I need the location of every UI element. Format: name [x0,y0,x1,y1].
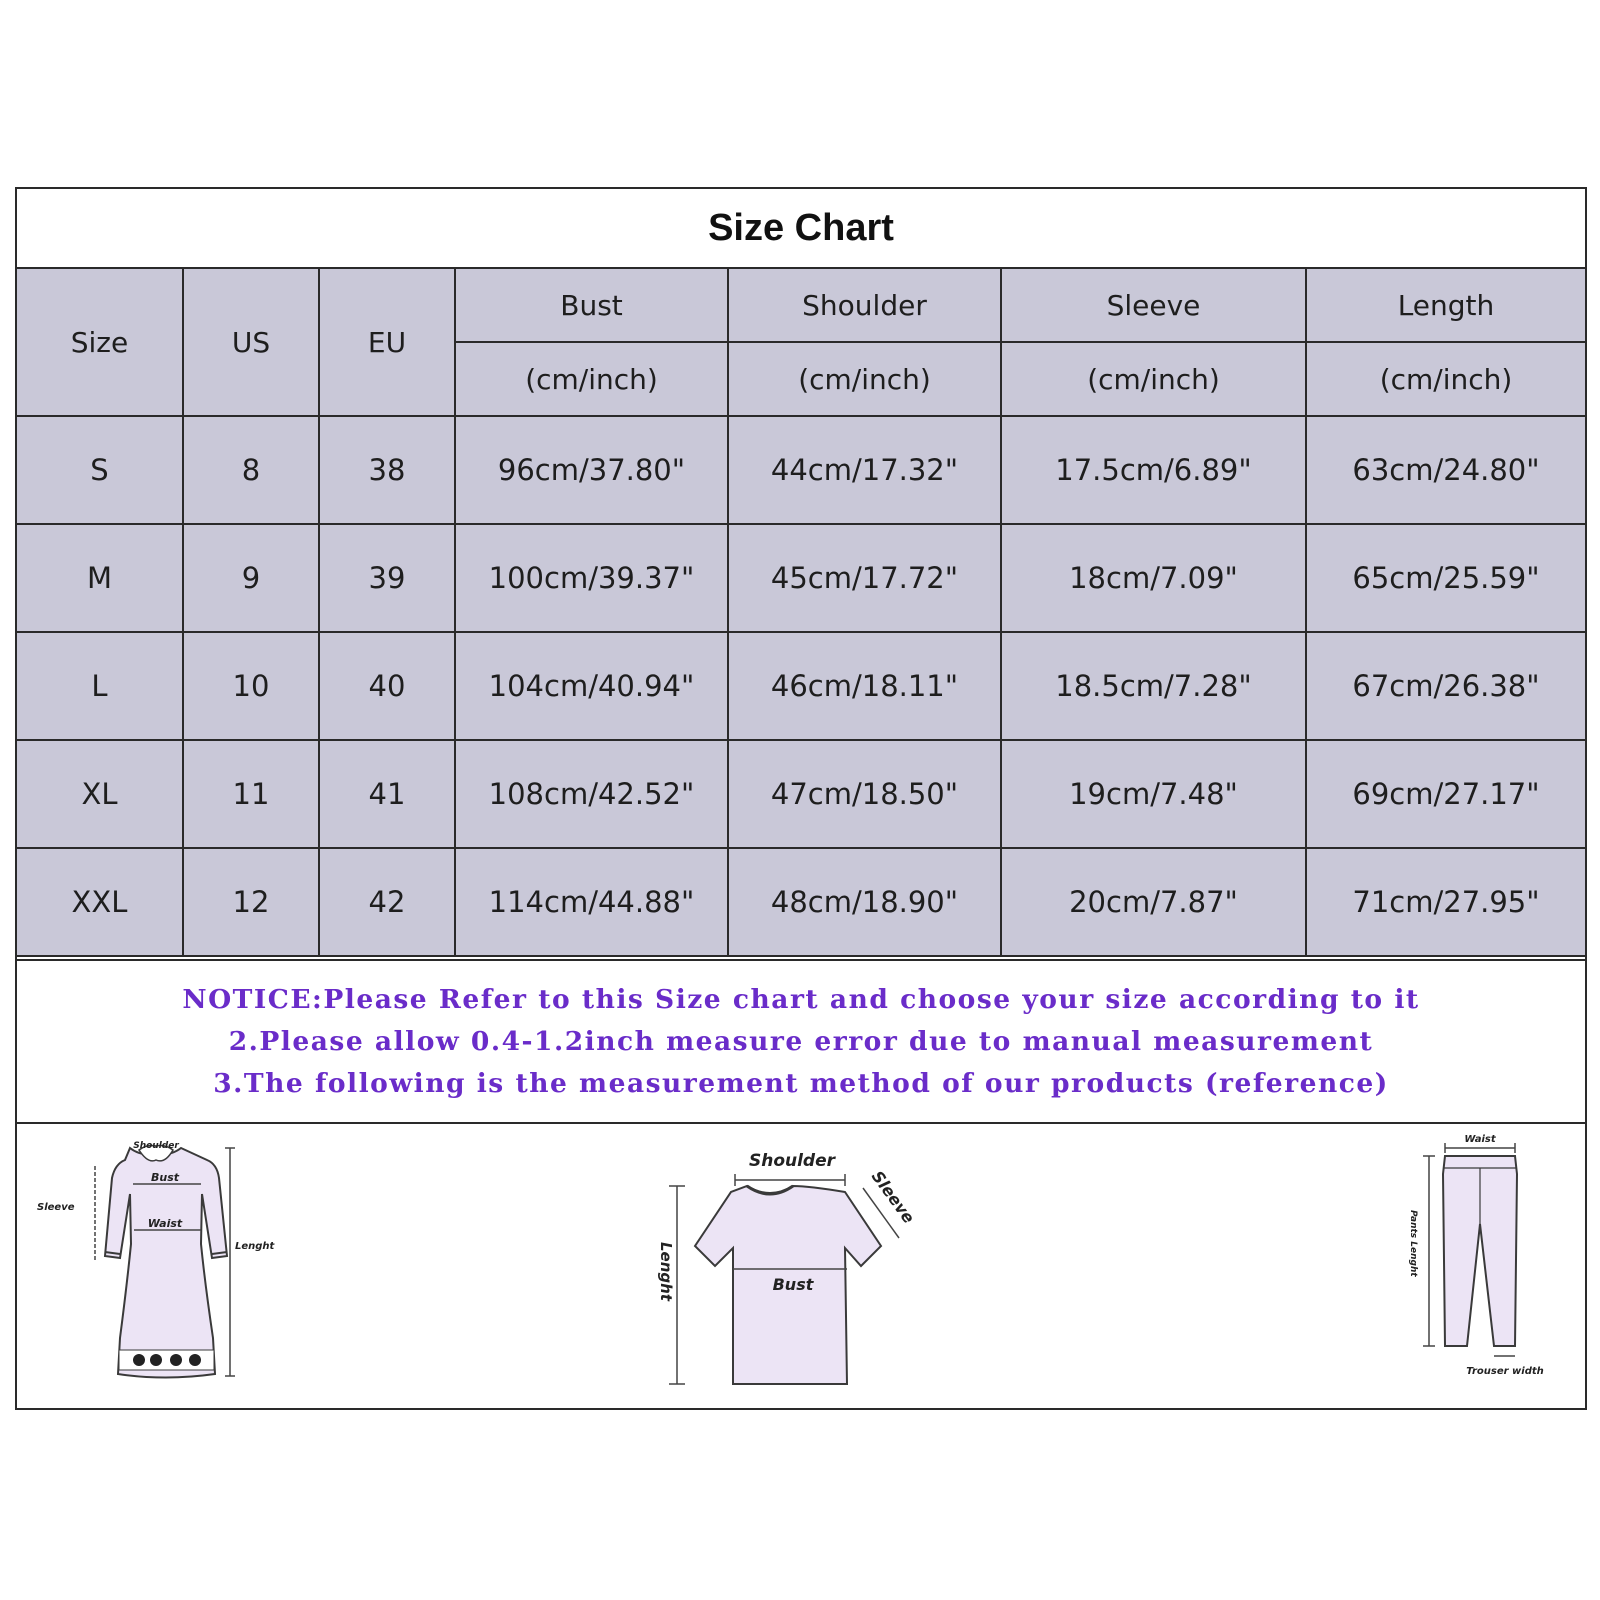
dress-sleeve-label: Sleeve [37,1202,75,1213]
tshirt-bust-label: Bust [772,1275,814,1294]
size-table [17,269,1585,957]
table-row [17,740,1585,848]
moon-icon [150,1354,162,1366]
table-row [17,524,1585,632]
measurement-diagrams [17,1124,1585,1408]
cell-eu: 41 [319,740,455,848]
cell-size: XL [17,740,183,848]
cell-sleeve: 19cm/7.48" [1001,740,1306,848]
cell-length: 69cm/27.17" [1306,740,1585,848]
cell-size: S [17,416,183,524]
cell-eu: 38 [319,416,455,524]
header-shoulder: Shoulder [728,269,1001,342]
cell-size: M [17,524,183,632]
cell-sleeve: 20cm/7.87" [1001,848,1306,956]
trouser-width-label: Trouser width [1466,1366,1544,1377]
cell-eu: 39 [319,524,455,632]
cell-shoulder: 47cm/18.50" [728,740,1001,848]
cell-length: 67cm/26.38" [1306,632,1585,740]
cell-bust: 96cm/37.80" [455,416,728,524]
notice-line: 2.Please allow 0.4-1.2inch measure error due to manual measurement [228,1025,1374,1057]
unit-label: (cm/inch) [1306,342,1585,416]
cell-us: 10 [183,632,319,740]
cell-us: 11 [183,740,319,848]
cell-bust: 114cm/44.88" [455,848,728,956]
size-chart [15,187,1587,1410]
tshirt-length-label: Lenght [657,1242,675,1301]
header-us: US [183,269,319,416]
moon-icon [189,1354,201,1366]
tshirt-shoulder-label: Shoulder [748,1151,836,1171]
notice-panel [17,959,1585,1124]
dress-illustration [35,1134,275,1399]
notice-line: 3.The following is the measurement method of our products (reference) [213,1067,1389,1099]
table-row [17,848,1585,956]
tshirt-diagram [649,1136,949,1401]
pants-illustration [1407,1134,1582,1399]
moon-icon [133,1354,145,1366]
pants-waist-label: Waist [1464,1134,1496,1145]
dress-shoulder-label: Shoulder [133,1141,179,1151]
cell-length: 63cm/24.80" [1306,416,1585,524]
cell-size: XXL [17,848,183,956]
dress-diagram [35,1134,275,1399]
cell-length: 71cm/27.95" [1306,848,1585,956]
cell-shoulder: 44cm/17.32" [728,416,1001,524]
table-row [17,416,1585,524]
header-row [17,269,1585,342]
notice-line: NOTICE:Please Refer to this Size chart and choose your size according to it [182,983,1420,1015]
cell-us: 8 [183,416,319,524]
cell-bust: 108cm/42.52" [455,740,728,848]
table-row [17,632,1585,740]
unit-label: (cm/inch) [728,342,1001,416]
cell-sleeve: 18cm/7.09" [1001,524,1306,632]
cell-length: 65cm/25.59" [1306,524,1585,632]
chart-title: Size Chart [17,189,1585,269]
cell-shoulder: 46cm/18.11" [728,632,1001,740]
header-bust: Bust [455,269,728,342]
header-sleeve: Sleeve [1001,269,1306,342]
cell-us: 12 [183,848,319,956]
cell-eu: 40 [319,632,455,740]
cell-shoulder: 45cm/17.72" [728,524,1001,632]
cell-bust: 104cm/40.94" [455,632,728,740]
cell-sleeve: 18.5cm/7.28" [1001,632,1306,740]
cell-us: 9 [183,524,319,632]
tshirt-illustration [649,1136,949,1401]
header-size: Size [17,269,183,416]
dress-length-label: Lenght [235,1241,275,1252]
pants-length-label: Pants Lenght [1408,1210,1418,1277]
dress-waist-label: Waist [147,1217,183,1230]
cell-sleeve: 17.5cm/6.89" [1001,416,1306,524]
pants-diagram [1407,1134,1582,1399]
cell-shoulder: 48cm/18.90" [728,848,1001,956]
header-length: Length [1306,269,1585,342]
cell-size: L [17,632,183,740]
tshirt-sleeve-label: Sleeve [867,1167,919,1227]
dress-bust-label: Bust [150,1171,180,1184]
unit-label: (cm/inch) [1001,342,1306,416]
cell-eu: 42 [319,848,455,956]
cell-bust: 100cm/39.37" [455,524,728,632]
header-eu: EU [319,269,455,416]
unit-label: (cm/inch) [455,342,728,416]
moon-icon [170,1354,182,1366]
